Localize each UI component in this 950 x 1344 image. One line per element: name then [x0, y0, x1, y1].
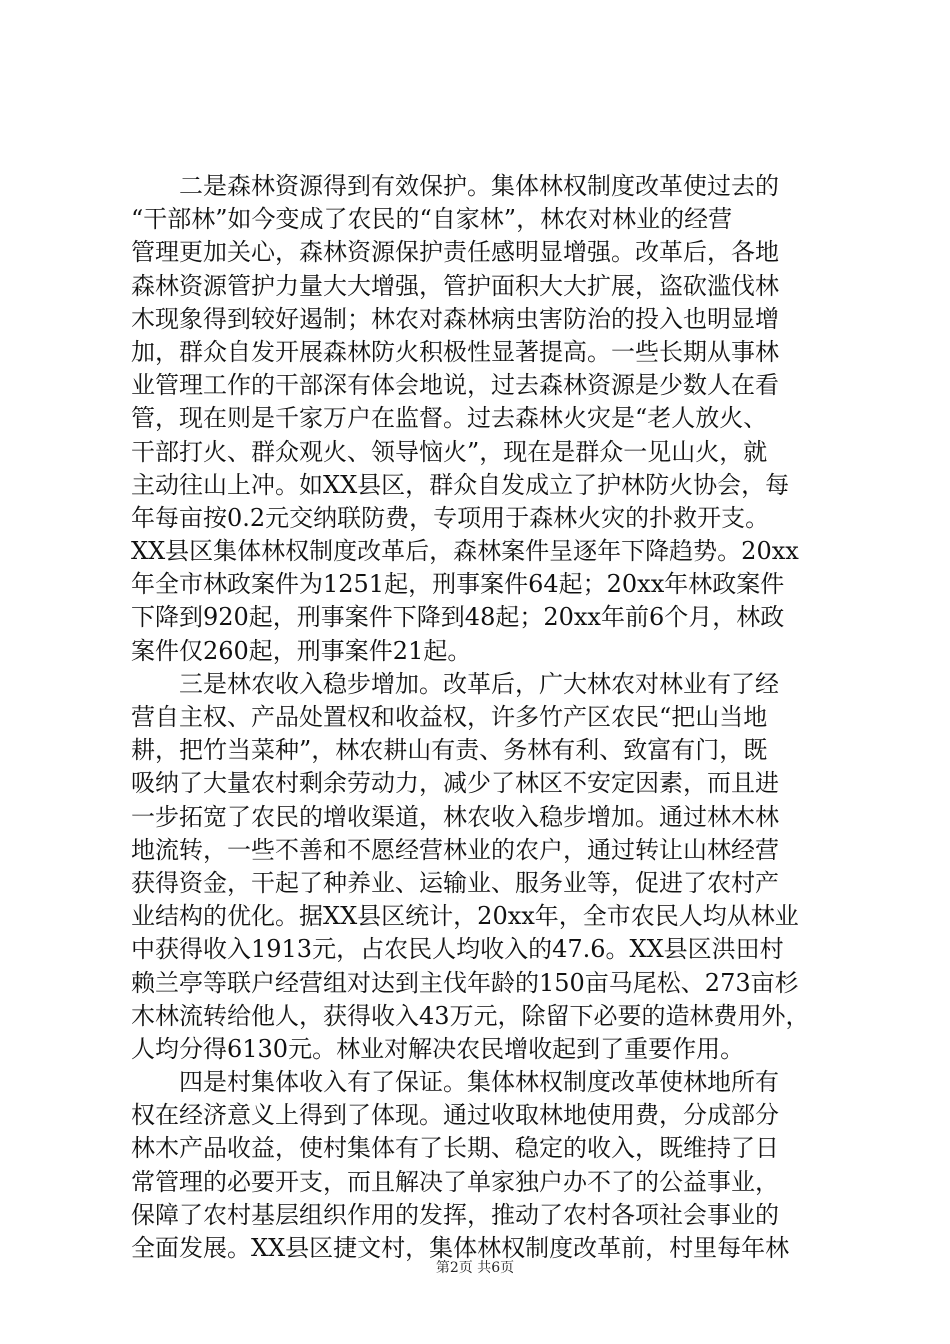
text-line: 二是森林资源得到有效保护。集体林权制度改革使过去的	[131, 172, 779, 200]
text-line: 赖兰亭等联户经营组对达到主伐年龄的150亩马尾松、273亩杉	[131, 968, 799, 997]
text-line: 加，群众自发开展森林防火积极性显著提高。一些长期从事林	[131, 337, 779, 366]
text-line: 四是村集体收入有了保证。集体林权制度改革使林地所有	[131, 1068, 779, 1097]
text-line: 一步拓宽了农民的增收渠道，林农收入稳步增加。通过林木林	[131, 802, 779, 831]
text-line: 年每亩按0.2元交纳联防费，专项用于森林火灾的扑救开支。	[131, 503, 770, 532]
text-line: 主动往山上冲。如XX县区，群众自发成立了护林防火协会，每	[131, 470, 790, 499]
text-line: 保障了农村基层组织作用的发挥，推动了农村各项社会事业的	[131, 1200, 779, 1229]
page-number-footer: 第2页 共6页	[435, 1260, 515, 1276]
text-line: 下降到920起，刑事案件下降到48起；20xx年前6个月，林政	[131, 603, 785, 632]
text-line: 人均分得6130元。林业对解决农民增收起到了重要作用。	[131, 1034, 745, 1063]
text-line: 业结构的优化。据XX县区统计，20xx年，全市农民人均从林业	[131, 902, 799, 931]
text-line: 木现象得到较好遏制；林农对森林病虫害防治的投入也明显增	[131, 304, 779, 333]
text-line: 中获得收入1913元，占农民人均收入的47.6。XX县区洪田村	[131, 935, 784, 964]
text-line: 全面发展。XX县区捷文村，集体林权制度改革前，村里每年林	[131, 1234, 790, 1262]
text-line: 获得资金，干起了种养业、运输业、服务业等，促进了农村产	[131, 868, 779, 897]
text-line: 三是林农收入稳步增加。改革后，广大林农对林业有了经	[131, 669, 779, 698]
text-line: 耕，把竹当菜种”，林农耕山有责、务林有利、致富有门，既	[131, 736, 768, 765]
text-line: 林木产品收益，使村集体有了长期、稳定的收入，既维持了日	[131, 1134, 779, 1163]
text-line: 木林流转给他人，获得收入43万元，除留下必要的造林费用外，	[131, 1001, 810, 1030]
text-line: XX县区集体林权制度改革后，森林案件呈逐年下降趋势。20xx	[131, 537, 799, 566]
text-line: 管，现在则是千家万户在监督。过去森林火灾是“老人放火、	[131, 404, 768, 433]
text-line: 权在经济意义上得到了体现。通过收取林地使用费，分成部分	[131, 1101, 779, 1130]
text-line: 年全市林政案件为1251起，刑事案件64起；20xx年林政案件	[131, 570, 785, 599]
text-line: 管理更加关心，森林资源保护责任感明显增强。改革后，各地	[131, 238, 779, 267]
text-line: 森林资源管护力量大大增强，管护面积大大扩展，盗砍滥伐林	[131, 271, 779, 300]
text-line: 常管理的必要开支，而且解决了单家独户办不了的公益事业，	[131, 1167, 779, 1196]
text-line: 业管理工作的干部深有体会地说，过去森林资源是少数人在看	[131, 371, 779, 400]
body-text	[131, 170, 831, 1265]
text-line: 地流转，一些不善和不愿经营林业的农户，通过转让山林经营	[131, 835, 779, 864]
text-line: 吸纳了大量农村剩余劳动力，减少了林区不安定因素，而且进	[131, 769, 779, 798]
text-line: 干部打火、群众观火、领导恼火”，现在是群众一见山火，就	[131, 437, 768, 466]
text-line: 营自主权、产品处置权和收益权，许多竹产区农民“把山当地	[131, 703, 768, 731]
text-line: 案件仅260起，刑事案件21起。	[131, 636, 472, 665]
text-line: “干部林”如今变成了农民的“自家林”，林农对林业的经营	[131, 205, 733, 234]
